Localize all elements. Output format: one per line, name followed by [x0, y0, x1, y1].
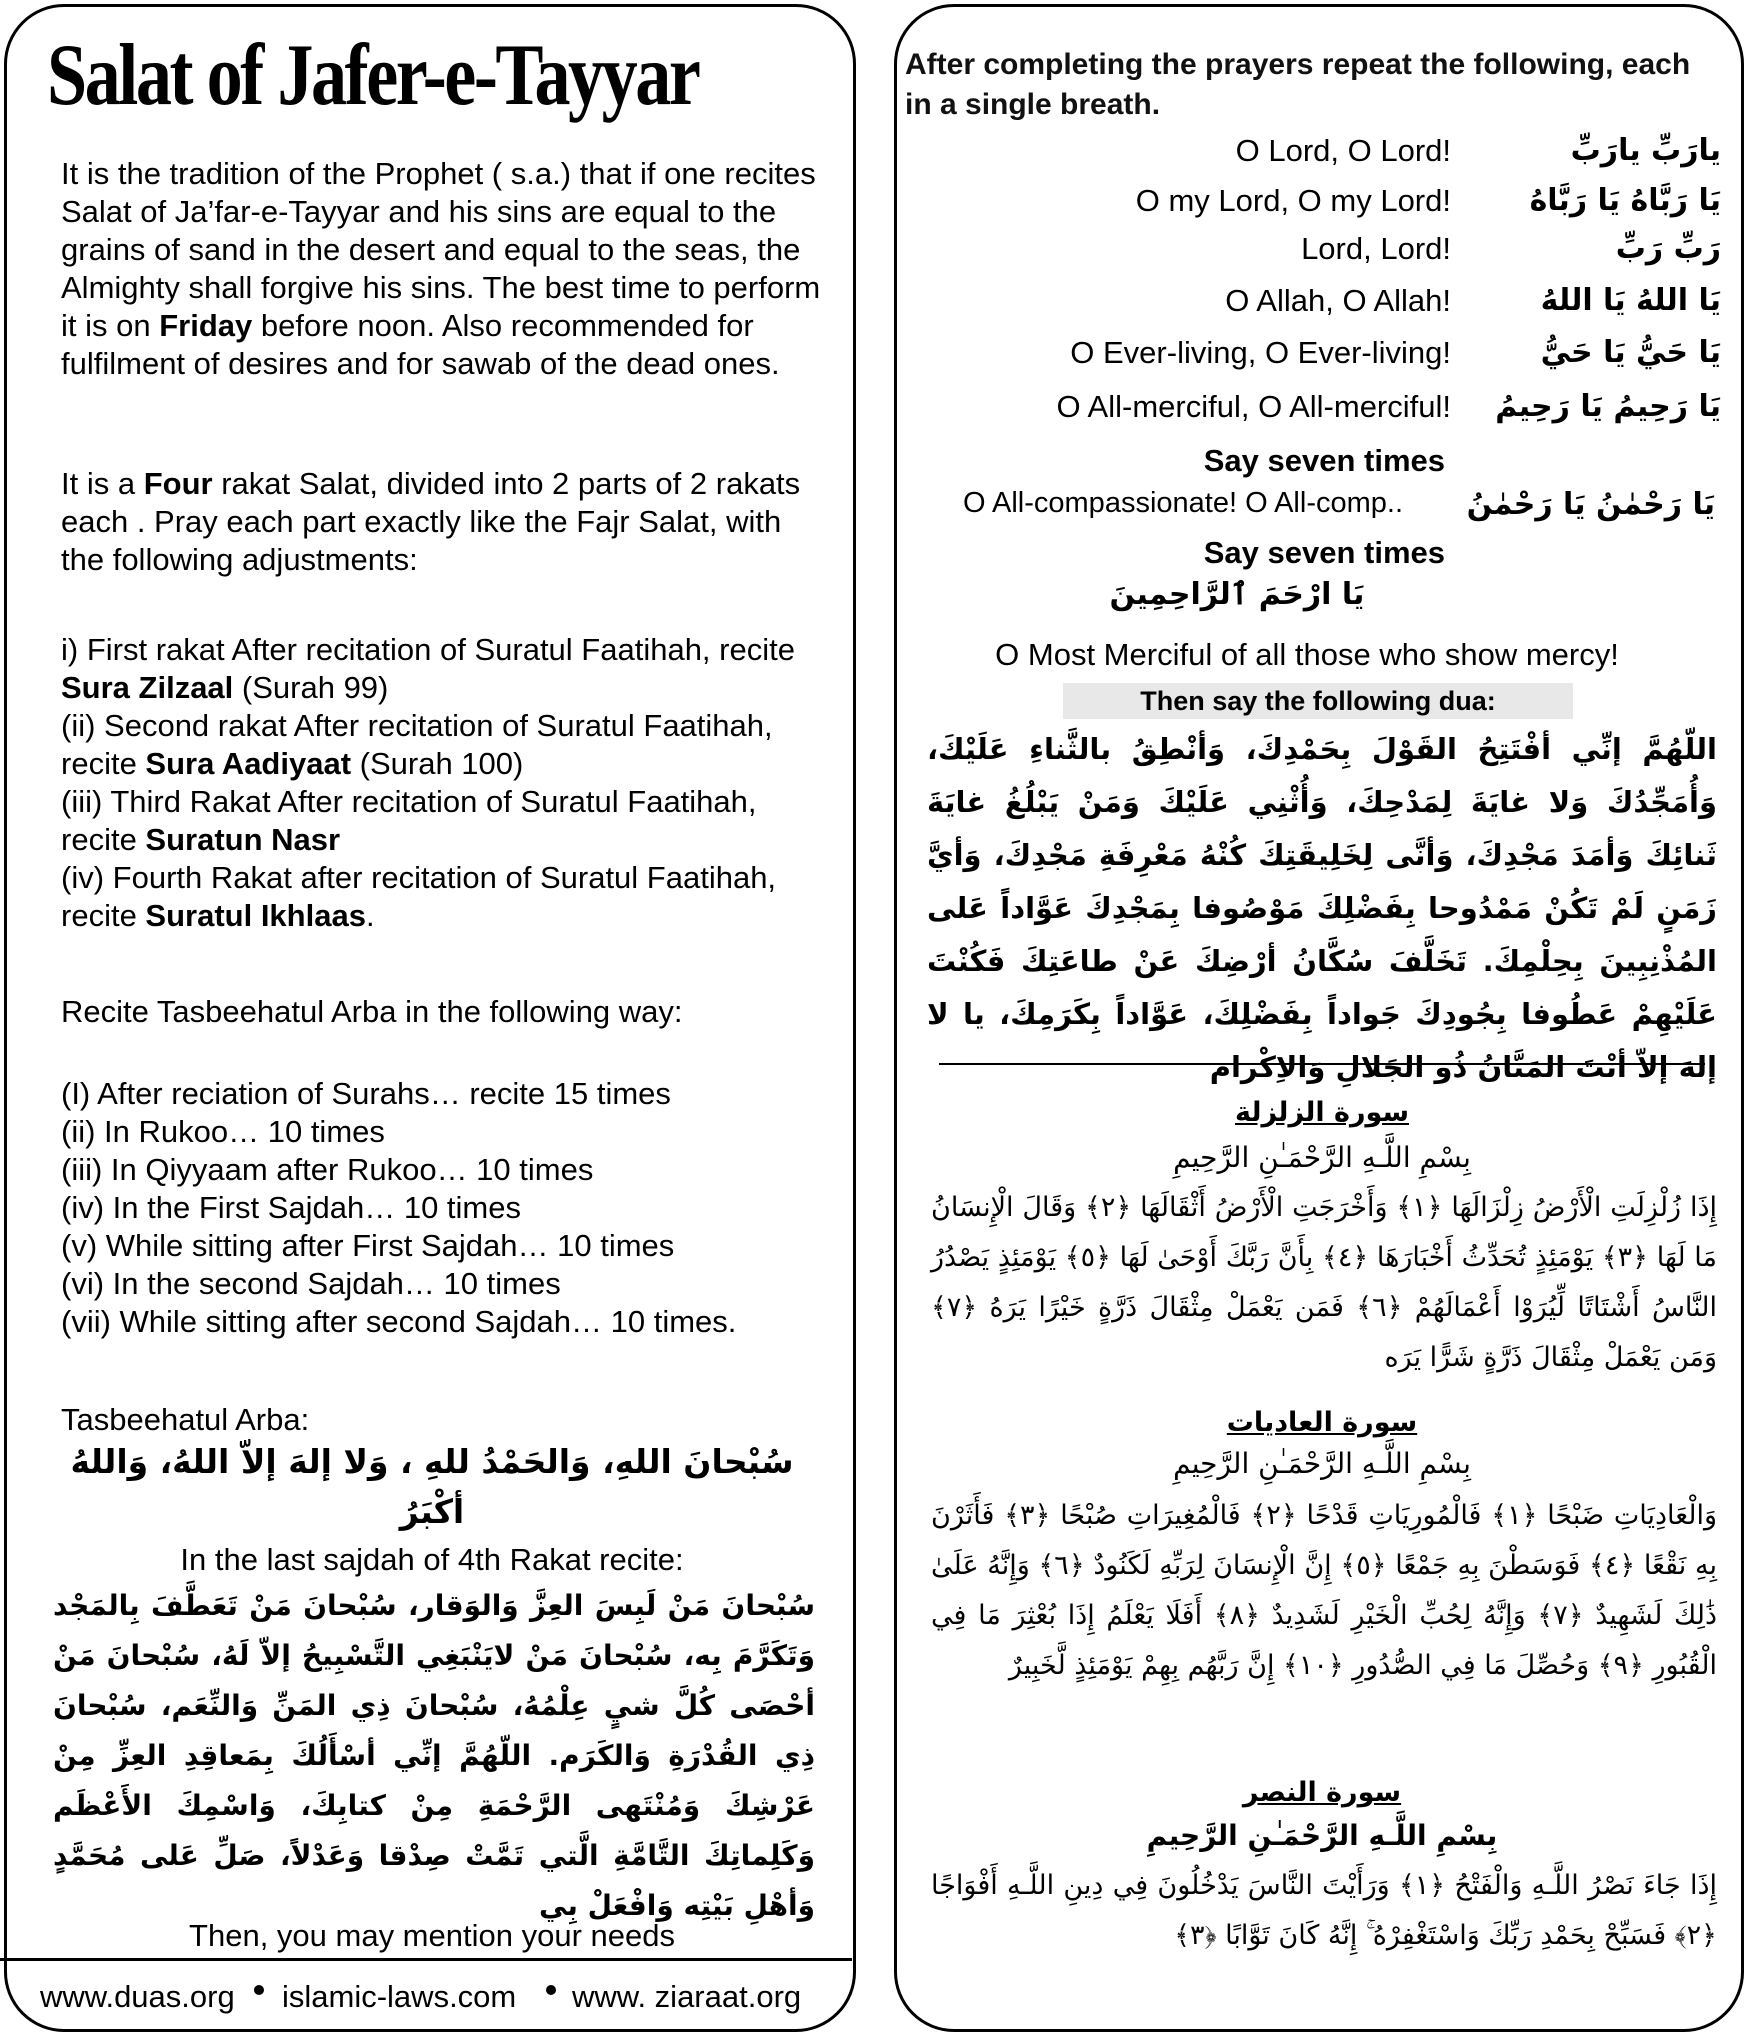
- bullet-icon: [546, 1985, 556, 1995]
- right-panel: [894, 4, 1744, 2032]
- arba-label: Tasbeehatul Arba:: [61, 1402, 310, 1437]
- nasr-title: سورة النصر: [1242, 1777, 1402, 1808]
- divider: [939, 1063, 1705, 1065]
- last-sajdah-heading: In the last sajdah of 4th Rakat recite:: [180, 1542, 684, 1577]
- intro-text-end: before noon. Also recommended for fulfilment of desires and for sawab of the dead ones.: [61, 308, 780, 381]
- tasbeeh-step: (vii) While sitting after second Sajdah… 10 times.: [61, 1304, 737, 1339]
- invocation-en: O All-merciful, O All-merciful!: [1056, 389, 1451, 424]
- invocation-en: O Lord, O Lord!: [1235, 133, 1451, 168]
- repeat-intro: After completing the prayers repeat the following, each in a single breath.: [905, 48, 1691, 121]
- tasbeeh-step: (I) After reciation of Surahs… recite 15 times: [61, 1076, 671, 1111]
- bismillah: بِسْمِ اللَّـهِ الرَّحْمَـٰنِ الرَّحِيمِ: [1173, 1447, 1471, 1480]
- tasbeeh-steps: [61, 1075, 851, 1341]
- rakat-item: (iv) Fourth Rakat after recitation of Suratul Faatihah, recite Suratul Ikhlaas.: [61, 860, 777, 933]
- footer-link-duas[interactable]: www.duas.org: [40, 1979, 235, 2014]
- last-sajdah-arabic: سُبْحانَ مَنْ لَبِسَ العِزَّ وَالوَقار، سُبْحانَ مَنْ تَعَطَّفَ بِالمَجْد وَتَكَرَّمَ بِه، سُبْحانَ مَنْ لايَنْبَغِي التَّسْبِيحُ إلاّ لَهُ، سُبْحانَ مَنْ أحْصَى كُلَّ شيٍ عِلْمُهُ، سُبْحانَ ذِي المَنِّ وَالنِّعَم، سُبْحانَ ذِي القُدْرَةِ وَالكَرَم. اللّهُمَّ إنِّي أسْأَلُكَ بِمَعاقِدِ العِزِّ مِنْ عَرْشِكَ وَمُنْتَهى الرَّحْمَةِ مِنْ كتابِكَ، وَاسْمِكَ الأَعْظَم وَكَلِماتِكَ التَّامَّةِ الَّتي تَمَّتْ صِدْقا وَعَدْلاً، صَلِّ عَلى مُحَمَّدٍ وَأهْلِ بَيْتِه وَافْعَلْ بِي: [53, 1589, 815, 1922]
- invocation-row: [897, 183, 1747, 231]
- tasbeeh-step: (v) While sitting after First Sajdah… 10 times: [61, 1228, 675, 1263]
- invocation-en: O Allah, O Allah!: [1225, 283, 1451, 318]
- structure-bold: Four: [143, 466, 213, 501]
- say-seven-times: Say seven times: [1203, 535, 1445, 570]
- structure-paragraph: [61, 465, 821, 579]
- invocation-row: [897, 389, 1747, 437]
- arham-en: O Most Merciful of all those who show mercy!: [995, 637, 1619, 672]
- dua-arabic: اللّهُمَّ إنِّي أفْتَتِحُ القَوْلَ بِحَمْدِكَ، وَأنْطِقُ بالثَّناءِ عَلَيْكَ، وَأُمَجِّدُكَ وَلا غايَةَ لِمَدْحِكَ، وَأُثْنِي عَلَيْكَ وَمَنْ يَبْلُغُ غايَةَ ثَنائِكَ وَأمَدَ مَجْدِكَ، وَأنَّى لِخَلِيقَتِكَ كُنْهُ مَعْرِفَةِ مَجْدِكَ، وَأيَّ زَمَنٍ لَمْ تَكُنْ مَمْدُوحا بِفَضْلِكَ مَوْصُوفا بِمَجْدِكَ عَوَّاداً عَلى المُذْنِبِينَ بِحِلْمِكَ. تَخَلَّفَ سُكَّانُ أرْضِكَ عَنْ طاعَتِكَ فَكُنْتَ عَلَيْهِمْ عَطُوفا بِجُودِكَ جَواداً بِفَضْلِكَ، عَوَّاداً بِكَرَمِكَ، يا لا إلهَ إلاّ أنْتَ المَنَّانُ ذُو الجَلالِ وَالاِكْرام: [927, 732, 1717, 1084]
- invocation-en: O my Lord, O my Lord!: [1135, 183, 1451, 218]
- intro-text: It is the tradition of the Prophet ( s.a.) that if one recites Salat of Ja’far-e-Tayyar and his sins are equal to the grains of sand in the desert and equal to the seas, the Almighty shall forgive his sins. The best time to perform it is on: [61, 156, 821, 343]
- intro-bold: Friday: [159, 308, 253, 343]
- invocation-ar: رَبِّ رَبِّ: [1615, 231, 1721, 266]
- bismillah: بِسْمِ اللَّـهِ الرَّحْمَـٰنِ الرَّحِيمِ: [1173, 1141, 1471, 1174]
- footer-link-islamic-laws[interactable]: islamic-laws.com: [282, 1979, 517, 2014]
- closing-text: Then, you may mention your needs: [189, 1918, 675, 1953]
- invocation-ar: يَا اللهُ يَا اللهُ: [1540, 283, 1721, 318]
- tasbeeh-heading: Recite Tasbeehatul Arba in the following way:: [61, 994, 683, 1029]
- footer-link-ziaraat[interactable]: www. ziaraat.org: [572, 1979, 802, 2014]
- dua-label: Then say the following dua:: [1063, 683, 1573, 719]
- rakat-item: (iii) Third Rakat After recitation of Suratul Faatihah, recite Suratun Nasr: [61, 784, 757, 857]
- say-seven-times: Say seven times: [1203, 443, 1445, 478]
- arba-arabic: سُبْحانَ اللهِ، وَالحَمْدُ للهِ ، وَلا إلهَ إلاّ اللهُ، وَاللهُ أكْبَرُ: [70, 1442, 794, 1531]
- rakat-item: i) First rakat After recitation of Suratul Faatihah, recite Sura Zilzaal (Surah 99): [61, 632, 795, 705]
- compassionate-en: O All-compassionate! O All-comp..: [963, 487, 1403, 519]
- intro-paragraph: [61, 155, 821, 383]
- invocation-en: O Ever-living, O Ever-living!: [1070, 335, 1451, 370]
- page-title: Salat of Jafer-e-Tayyar: [47, 27, 699, 124]
- adiyat-title: سورة العاديات: [1226, 1407, 1418, 1438]
- tasbeeh-step: (iii) In Qiyyaam after Rukoo… 10 times: [61, 1152, 594, 1187]
- zilzal-title: سورة الزلزلة: [1235, 1097, 1409, 1128]
- nasr-text: إِذَا جَاءَ نَصْرُ اللَّـهِ وَالْفَتْحُ ﴿١﴾ وَرَأَيْتَ النَّاسَ يَدْخُلُونَ فِي دِينِ اللَّـهِ أَفْوَاجًا ﴿٢﴾ فَسَبِّحْ بِحَمْدِ رَبِّكَ وَاسْتَغْفِرْهُ ۚ إِنَّهُ كَانَ تَوَّابًا ﴿٣﴾: [931, 1870, 1717, 1951]
- rakat-list: [61, 631, 821, 935]
- invocation-row: [897, 335, 1747, 383]
- invocation-row: [897, 231, 1747, 279]
- invocation-row: [897, 283, 1747, 331]
- tasbeeh-step: (vi) In the second Sajdah… 10 times: [61, 1266, 561, 1301]
- zilzal-text: إِذَا زُلْزِلَتِ الْأَرْضُ زِلْزَالَهَا ﴿١﴾ وَأَخْرَجَتِ الْأَرْضُ أَثْقَالَهَا ﴿٢﴾ وَقَالَ الْإِنسَانُ مَا لَهَا ﴿٣﴾ يَوْمَئِذٍ تُحَدِّثُ أَخْبَارَهَا ﴿٤﴾ بِأَنَّ رَبَّكَ أَوْحَىٰ لَهَا ﴿٥﴾ يَوْمَئِذٍ يَصْدُرُ النَّاسُ أَشْتَاتًا لِّيُرَوْا أَعْمَالَهُمْ ﴿٦﴾ فَمَن يَعْمَلْ مِثْقَالَ ذَرَّةٍ خَيْرًا يَرَهُ ﴿٧﴾ وَمَن يَعْمَلْ مِثْقَالَ ذَرَّةٍ شَرًّا يَرَه: [931, 1192, 1718, 1373]
- invocation-ar: يَا رَبَّاهُ يَا رَبَّاهُ: [1529, 183, 1721, 218]
- structure-text-end: rakat Salat, divided into 2 parts of 2 rakats each . Pray each part exactly like the Fajr Salat, with the following adjustments:: [61, 466, 801, 577]
- invocation-ar: يَا حَيُّ يَا حَيُّ: [1540, 335, 1721, 370]
- bismillah: بِسْمِ اللَّـهِ الرَّحْمَـٰنِ الرَّحِيمِ: [1146, 1819, 1498, 1852]
- left-panel: [4, 4, 856, 2032]
- adiyat-text: وَالْعَادِيَاتِ ضَبْحًا ﴿١﴾ فَالْمُورِيَاتِ قَدْحًا ﴿٢﴾ فَالْمُغِيرَاتِ صُبْحًا ﴿٣﴾ فَأَثَرْنَ بِهِ نَقْعًا ﴿٤﴾ فَوَسَطْنَ بِهِ جَمْعًا ﴿٥﴾ إِنَّ الْإِنسَانَ لِرَبِّهِ لَكَنُودٌ ﴿٦﴾ وَإِنَّهُ عَلَىٰ ذَٰلِكَ لَشَهِيدٌ ﴿٧﴾ وَإِنَّهُ لِحُبِّ الْخَيْرِ لَشَدِيدٌ ﴿٨﴾ أَفَلَا يَعْلَمُ إِذَا بُعْثِرَ مَا فِي الْقُبُورِ ﴿٩﴾ وَحُصِّلَ مَا فِي الصُّدُورِ ﴿١٠﴾ إِنَّ رَبَّهُم بِهِمْ يَوْمَئِذٍ لَّخَبِيرٌ: [931, 1500, 1718, 1681]
- structure-text: It is a: [61, 466, 144, 501]
- compassionate-ar: يَا رَحْمٰنُ يَا رَحْمٰنُ: [1466, 487, 1715, 522]
- invocation-en: Lord, Lord!: [1301, 231, 1451, 266]
- tasbeeh-step: (ii) In Rukoo… 10 times: [61, 1114, 385, 1149]
- rakat-item: (ii) Second rakat After recitation of Suratul Faatihah, recite Sura Aadiyaat (Surah 100): [61, 708, 773, 781]
- tasbeeh-step: (iv) In the First Sajdah… 10 times: [61, 1190, 521, 1225]
- invocation-ar: يارَبِّ يارَبِّ: [1570, 133, 1721, 168]
- invocation-ar: يَا رَحِيمُ يَا رَحِيمُ: [1495, 389, 1721, 424]
- bullet-icon: [254, 1985, 264, 1995]
- invocation-row: [897, 133, 1747, 181]
- arham-ar: يَا ارْحَمَ ٱلرَّاحِمِينَ: [1109, 577, 1365, 612]
- footer: [0, 1958, 852, 2031]
